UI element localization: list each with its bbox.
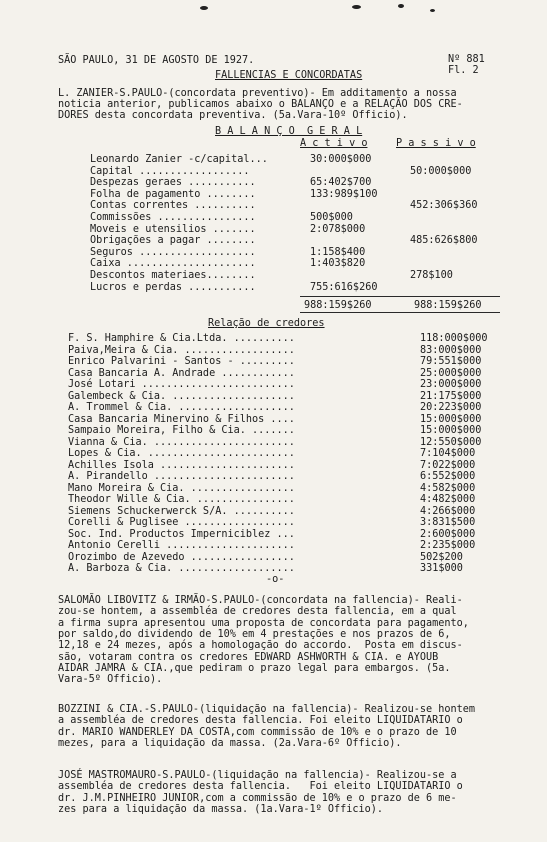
notice-line: BOZZINI & CIA.-S.PAULO-(liquidação na fallencia)- Realizou-se hontem xyxy=(58,704,476,715)
section-title: FALLENCIAS E CONCORDATAS xyxy=(215,70,363,81)
notice-line: a assembléa de credores desta fallencia. Foi eleito LIQUIDATARIO o xyxy=(58,715,463,727)
balance-row-active: 133:989$100 xyxy=(310,188,378,200)
balance-row-active: 755:616$260 xyxy=(310,281,378,293)
creditor-name: Casa Bancaria A. Andrade ............ xyxy=(68,367,295,379)
notice-line: zes para a liquidação da massa. (1a.Vara-1º Officio). xyxy=(58,803,384,815)
creditor-name: José Lotari ......................... xyxy=(68,379,295,390)
creditor-value: 4:582$000 xyxy=(420,482,476,494)
notice-line: Vara-5º Officio). xyxy=(58,674,163,686)
balance-row-passive: 452:306$360 xyxy=(410,200,478,212)
notice-line: são, votaram contra os credores EDWARD ASHWORTH & CIA. e AYOUB xyxy=(58,651,439,663)
balance-row-active: 2:078$000 xyxy=(310,223,366,235)
creditor-value: 83:000$000 xyxy=(420,344,482,356)
creditor-name: Casa Bancaria Minervino & Filhos .... xyxy=(68,413,295,425)
ink-blot xyxy=(352,5,361,9)
notice-line: dr. MARIO WANDERLEY DA COSTA,com commissão de 10% e o prazo de 10 xyxy=(58,726,457,738)
creditor-name: Sampaio Moreira, Filho & Cia. ....... xyxy=(68,425,295,436)
creditor-value: 20:223$000 xyxy=(420,402,482,413)
creditor-value: 502$200 xyxy=(420,551,463,563)
creditor-value: 3:831$500 xyxy=(420,517,476,528)
col-active-header: A c t i v o xyxy=(300,138,368,149)
creditor-name: Vianna & Cia. ....................... xyxy=(68,436,295,448)
creditor-value: 79:551$000 xyxy=(420,356,482,367)
notice-line: AIDAR JAMRA & CIA.,que pediram o prazo legal para embargos. (5a. xyxy=(58,662,451,674)
balance-row-passive: 278$100 xyxy=(410,270,453,281)
balance-row-label: Commissões ................ xyxy=(90,212,256,223)
creditor-value: 331$000 xyxy=(420,563,463,574)
creditor-name: Soc. Ind. Productos Imperniciblez ... xyxy=(68,528,295,540)
balance-row-passive: 485:626$800 xyxy=(410,235,478,247)
balance-row-active: 1:158$400 xyxy=(310,246,366,258)
ink-blot xyxy=(200,6,208,10)
separator: -o- xyxy=(266,574,285,585)
creditor-value: 15:000$000 xyxy=(420,425,482,436)
creditor-value: 7:022$000 xyxy=(420,459,476,471)
balance-row-passive: 50:000$000 xyxy=(410,165,472,177)
bulletin-number: Nº 881 xyxy=(448,54,485,65)
creditor-name: Enrico Palvarini - Santos - ......... xyxy=(68,356,295,367)
creditor-value: 21:175$000 xyxy=(420,390,482,402)
creditor-name: Paiva,Meira & Cia. .................. xyxy=(68,344,295,356)
notice-line: assembléa de credores desta fallencia. Foi eleito LIQUIDATARIO o xyxy=(58,781,463,793)
notice-line: por saldo,do dividendo de 10% em 4 prestações e nos prazos de 6, xyxy=(58,628,451,640)
creditor-name: Lopes & Cia. ........................ xyxy=(68,448,295,459)
creditors-title: Relação de credores xyxy=(208,318,325,329)
creditor-name: A. Pirandello ....................... xyxy=(68,471,295,482)
creditor-value: 23:000$000 xyxy=(420,379,482,390)
creditor-name: Galembeck & Cia. .................... xyxy=(68,390,295,402)
creditor-name: Theodor Wille & Cia. ................ xyxy=(68,494,295,505)
total-active: 988:159$260 xyxy=(304,300,372,311)
notice-line: mezes, para a liquidação da massa. (2a.Vara-6º Officio). xyxy=(58,737,402,749)
ink-blot xyxy=(430,9,435,12)
balance-row-label: Seguros ................... xyxy=(90,246,256,258)
ink-blot xyxy=(398,4,404,8)
creditor-value: 6:552$000 xyxy=(420,471,476,482)
creditor-name: Antonio Cerelli ..................... xyxy=(68,540,295,551)
place-date: SÃO PAULO, 31 DE AGOSTO DE 1927. xyxy=(58,55,255,66)
creditor-value: 4:482$000 xyxy=(420,494,476,505)
zanier-line-1: L. ZANIER-S.PAULO-(concordata preventivo)- Em additamento a nossa xyxy=(58,88,457,99)
notice-line: JOSÉ MASTROMAURO-S.PAULO-(liquidação na fallencia)- Realizou-se a xyxy=(58,770,457,781)
creditor-value: 15:000$000 xyxy=(420,413,482,425)
balance-row-label: Obrigações a pagar ........ xyxy=(90,235,256,247)
creditor-value: 25:000$000 xyxy=(420,367,482,379)
creditor-name: Orozimbo de Azevedo ................. xyxy=(68,551,295,563)
sheet-number: Fl. 2 xyxy=(448,65,479,76)
creditor-value: 4:266$000 xyxy=(420,505,476,517)
balance-title: B A L A N Ç O G E R A L xyxy=(215,126,363,137)
creditor-name: Corelli & Puglisee .................. xyxy=(68,517,295,528)
creditor-name: Siemens Schuckerwerck S/A. .......... xyxy=(68,505,295,517)
balance-row-label: Leonardo Zanier -c/capital... xyxy=(90,154,268,165)
balance-row-active: 500$000 xyxy=(310,212,353,223)
creditor-value: 2:600$000 xyxy=(420,528,476,540)
creditor-name: A. Barboza & Cia. ................... xyxy=(68,563,295,574)
total-rule xyxy=(300,296,500,297)
notice-line: a firma supra apresentou uma proposta de concordata para pagamento, xyxy=(58,617,469,629)
total-underline xyxy=(300,312,500,313)
balance-row-active: 1:403$820 xyxy=(310,258,366,270)
creditor-name: A. Trommel & Cia. ................... xyxy=(68,402,295,413)
balance-row-active: 65:402$700 xyxy=(310,177,372,189)
creditor-value: 7:104$000 xyxy=(420,448,476,459)
balance-row-label: Folha de pagamento ........ xyxy=(90,188,256,200)
creditor-name: Achilles Isola ...................... xyxy=(68,459,295,471)
notice-line: zou-se hontem, a assembléa de credores desta fallencia, em a qual xyxy=(58,606,457,618)
zanier-line-3: DORES desta concordata preventiva. (5a.Vara-10º Officio). xyxy=(58,110,408,121)
creditor-value: 118:000$000 xyxy=(420,333,488,344)
col-passive-header: P a s s i v o xyxy=(396,138,476,149)
notice-line: 12,18 e 24 mezes, após a homologação do accordo. Posta em discus- xyxy=(58,640,463,652)
creditor-name: F. S. Hamphire & Cia.Ltda. .......... xyxy=(68,333,295,344)
balance-row-label: Caixa ..................... xyxy=(90,258,256,270)
balance-row-active: 30:000$000 xyxy=(310,154,372,165)
balance-row-label: Despezas geraes ........... xyxy=(90,177,256,189)
zanier-line-2: noticia anterior, publicamos abaixo o BALANÇO e a RELAÇÃO DOS CRE- xyxy=(58,99,463,110)
creditor-name: Mano Moreira & Cia. ................. xyxy=(68,482,295,494)
creditor-value: 12:550$000 xyxy=(420,436,482,448)
creditor-value: 2:235$000 xyxy=(420,540,476,551)
balance-row-label: Capital .................. xyxy=(90,165,250,177)
notice-line: dr. J.M.PINHEIRO JUNIOR,com a commissão de 10% e o prazo de 6 me- xyxy=(58,792,457,804)
balance-row-label: Contas correntes .......... xyxy=(90,200,256,212)
balance-row-label: Moveis e utensilios ....... xyxy=(90,223,256,235)
total-passive: 988:159$260 xyxy=(414,300,482,311)
balance-row-label: Lucros e perdas ........... xyxy=(90,281,256,293)
notice-line: SALOMÃO LIBOVITZ & IRMÃO-S.PAULO-(concordata na fallencia)- Reali- xyxy=(58,595,463,606)
balance-row-label: Descontos materiaes........ xyxy=(90,270,256,281)
